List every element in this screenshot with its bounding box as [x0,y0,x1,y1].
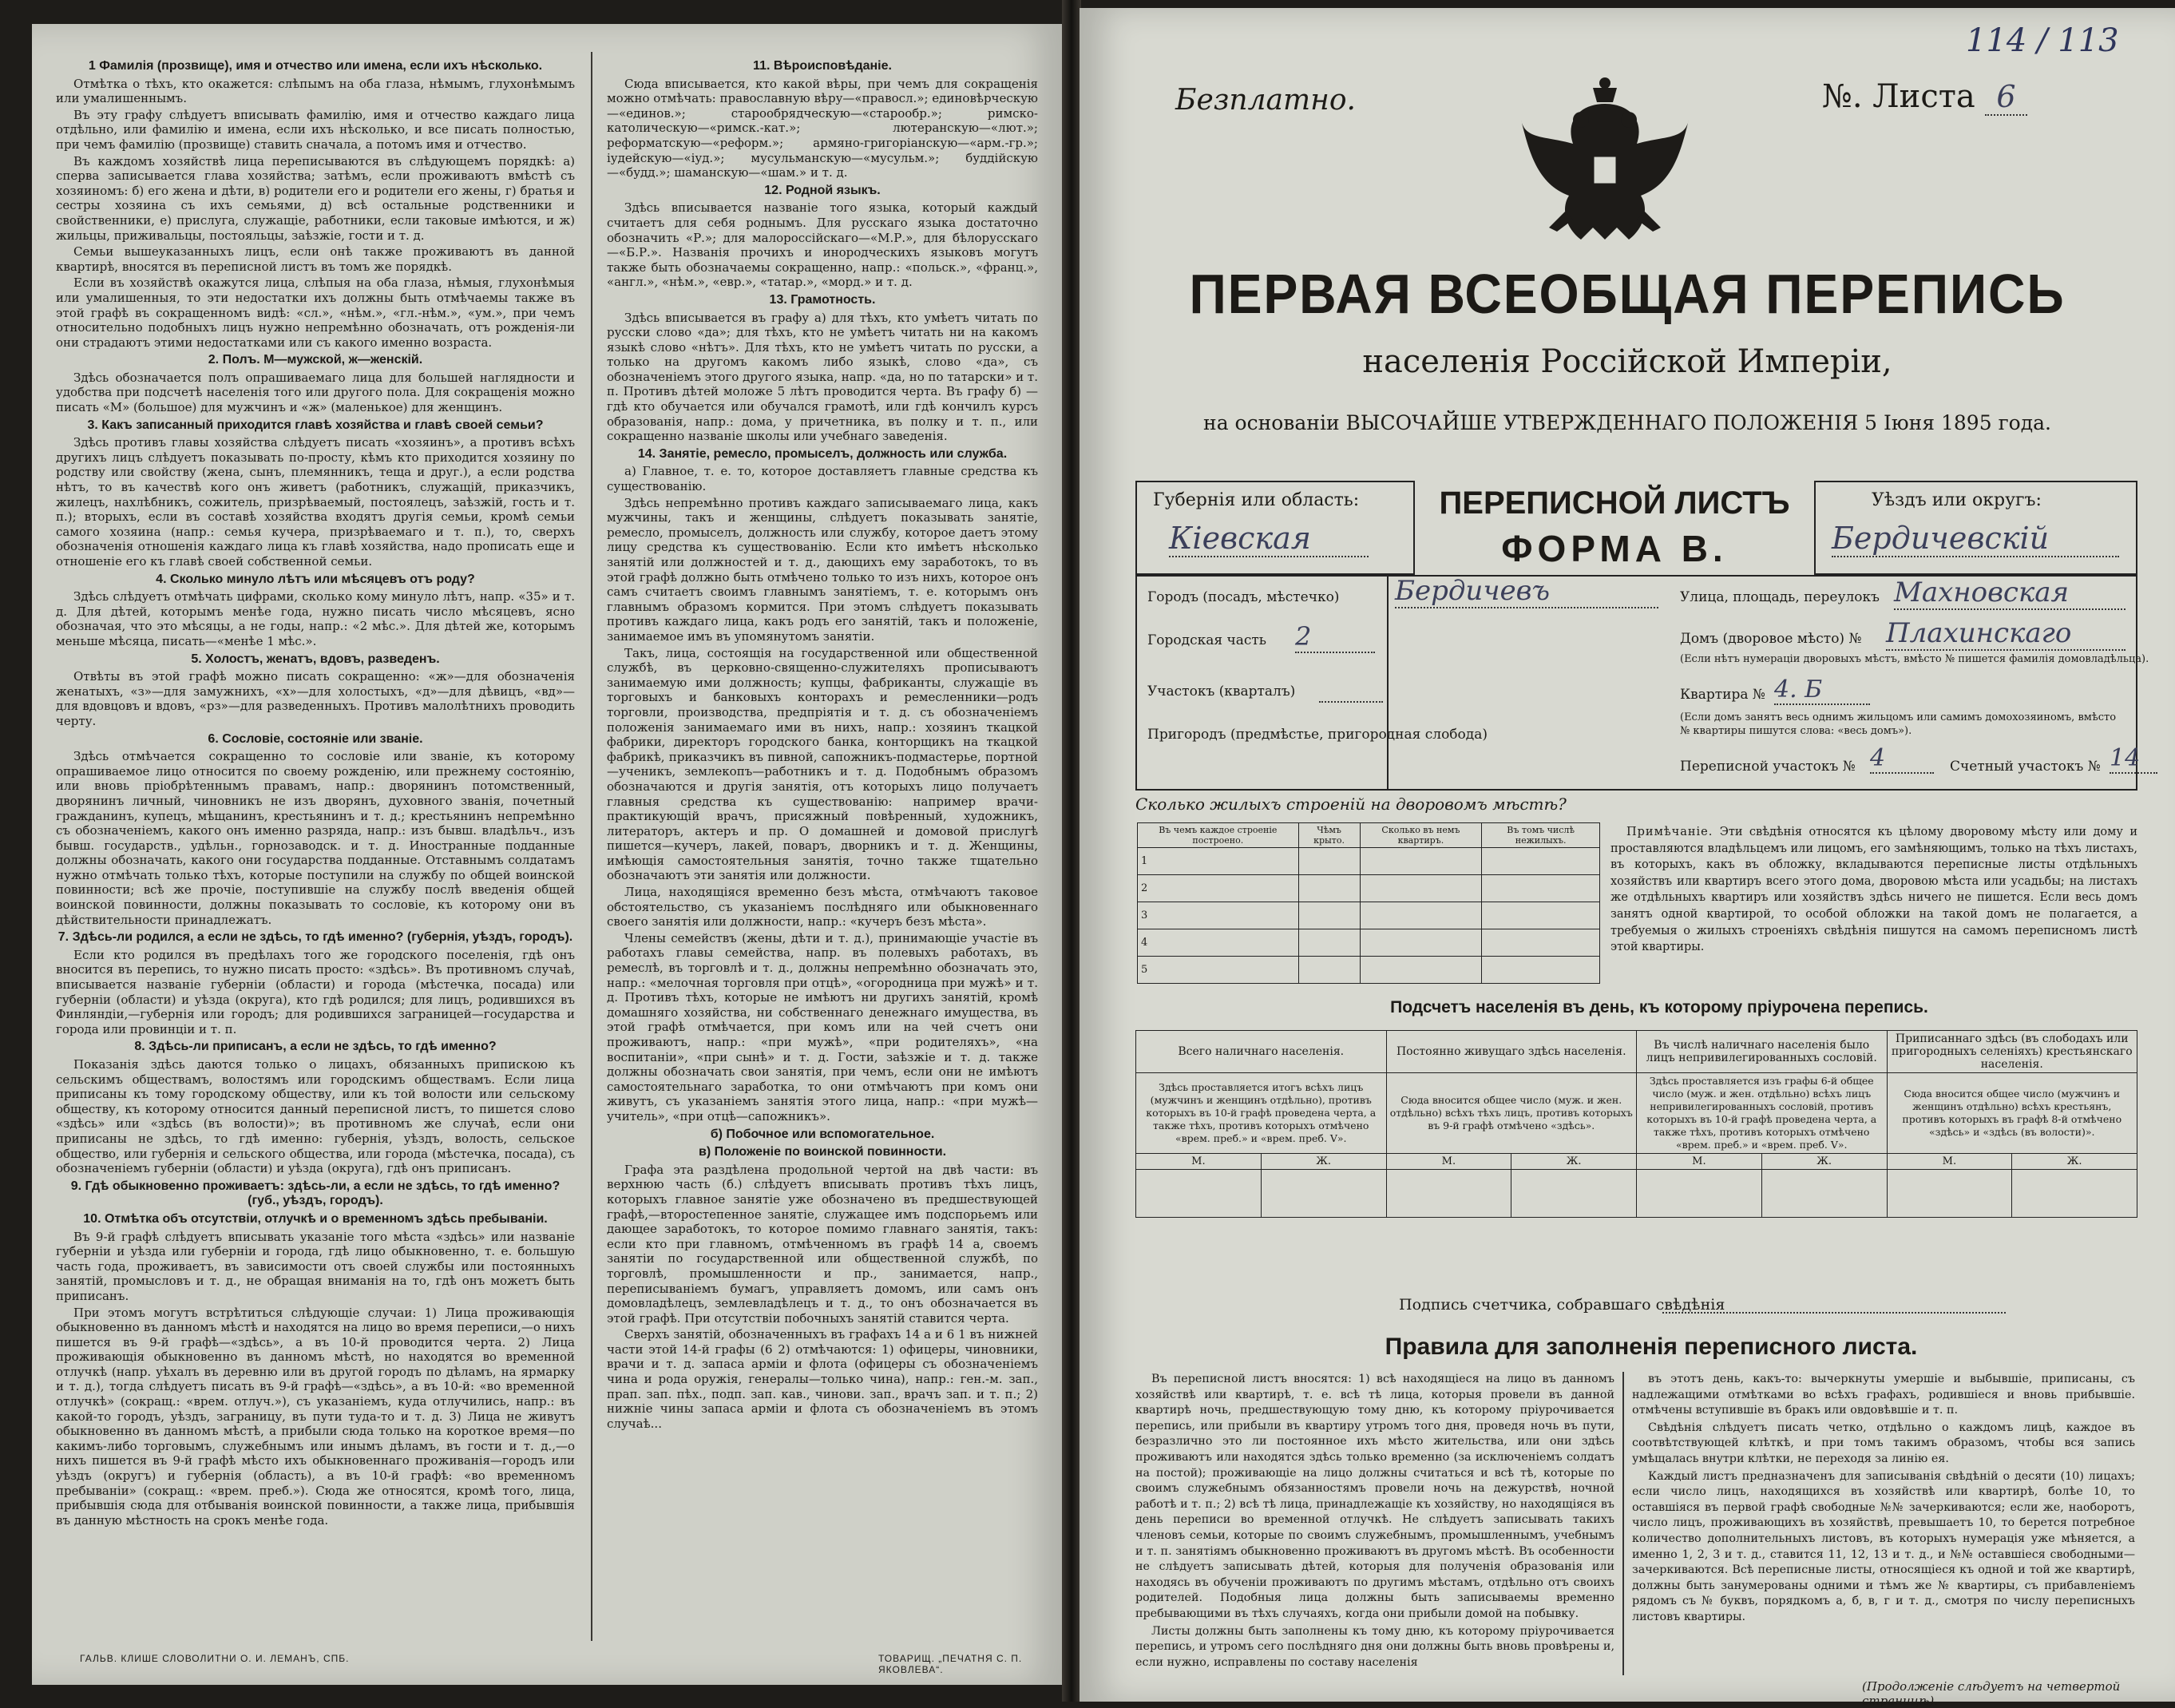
street-value: Махновская [1894,577,2125,610]
tally-title: Подсчетъ населенія въ день, къ которому пріурочена перепись. [1390,998,1928,1016]
buildings-header-cell: Чѣмъ крыто. [1298,823,1360,848]
population-tally-table [1135,1030,2137,1218]
rules-title: Правила для заполненія переписного листа. [1385,1334,1918,1360]
rule-paragraph: Листы должны быть заполнены къ тому дню, къ которому пріурочивается перепись, и утромъ сего послѣдняго дня они должны быть вновь провѣрены и, если нужно, исправлены по составу населенія [1135,1624,1614,1669]
male-column: М. [1637,1154,1762,1170]
apartment-value: 4. Б [1774,676,1870,705]
buildings-header-cell: Сколько въ немъ квартиръ. [1360,823,1482,848]
free-label: Безплатно. [1175,84,1356,117]
paragraph: Здѣсь вписывается названіе того языка, который каждый считаетъ для себя роднымъ. Для русскаго языка достаточно обозначить «Р.»; для малороссійскаго—«М.Р.», для бѣлорусскаго—«Б.Р.». Названія прочихъ и инородческихъ языковъ могутъ также быть обозначаемы сокращенно, напр.: «польск.», «франц.», «англ.», «нѣм.», «евр.», «татар.», «морд.» и т. д. [607,200,1038,290]
rules-column-2 [1632,1372,2135,1683]
paragraph: Члены семействъ (жены, дѣти и т. д.), принимающіе участіе въ работахъ главы семейства, напр. въ полевыхъ работахъ, въ ремеслѣ, въ торговлѣ и т. д., должны непремѣнно обозначать это, напр.: «мелочная торговля при отцѣ», «огородница при мужѣ» и т. д. Противъ тѣхъ, которые не имѣютъ ни другихъ занятій, кромѣ домашняго хозяйства, ни собственнаго денежнаго имущества, въ этой графѣ отмѣчается, при комъ или на чей счетъ они проживаютъ, напр.: «при мужѣ», «при родителяхъ», «на воспитаніи», «при сынѣ» и т. д. Гости, заѣзжіе и т. д. также должны обозначать свои занятія, при чемъ, если они не имѣютъ самостоятельнаго заработка, то они отмѣчаютъ при комъ они живутъ, съ указаніемъ занятія этого лица, напр.: «при мужѣ—учитель», «при отцѣ—сапожникъ». [607,930,1038,1123]
instructions-column-2 [607,56,1038,1621]
buildings-empty-cell [1482,957,1600,984]
buildings-row [1138,902,1600,929]
paragraph: Такъ, лица, состоящія на государственной или общественной службѣ, въ церковно-священно-служителяхъ прописываютъ занимаемую ими должность; купцы, фабриканты, служащіе въ торговыхъ и банковыхъ конторахъ и ремесленники—родъ торговли, производства, предпріятія и т. д. съ обозначеніемъ положенія занимаемаго ими въ нихъ, напр.: хозяинъ ткацкой фабрики, директоръ городского банка, конторщикъ на ткацкой фабрикѣ, приказчикъ въ пивной, сапожникъ-подмастерье, портной—ученикъ, землекопъ—работникъ и т. д. Подобнымъ образомъ обозначаются и другія занятія, отъ которыхъ лицо получаетъ главныя средства къ существованію: например врачи-практикующій врачъ, присяжный повѣренный, художникъ, литераторъ, актеръ и пр. О домашней и домовой прислугѣ пишется—кучеръ, лакей, поваръ, дворникъ и т. д. Женщины, имѣющія самостоятельныя занятія, точно также тщательно обозначаютъ эти занятія или должности. [607,645,1038,883]
book-spine [1062,0,1081,1702]
census-subtitle: населенія Россійской Имперіи, [1362,343,1892,380]
district-label: Уѣздъ или округъ: [1872,490,2042,510]
rule-paragraph: Каждый листъ предназначенъ для записыванія свѣдѣній о десяти (10) лицахъ; если число лицъ, находящихся въ хозяйствѣ или квартирѣ, болѣе 10, то оставшіяся въ первой графѣ свободные №№ зачеркиваются; если же, наоборотъ, число лицъ, проживающихъ въ хозяйствѣ, превышаетъ 10, то берется потребное количество дополнительныхъ листовъ, въ которыхъ нумерація уже мѣняется, а именно 1, 2, 3 и т. д., ставится 11, 12, 13 и т. д., и №№ оставшіеся свободными—зачеркиваются. Всѣ переписные листы, относящіеся къ одной и той же квартирѣ, должны быть занумерованы одними и тѣмъ же № квартиры, съ прибавленіемъ рядомъ съ № буквъ, порядкомъ а, б, в, г и т. д., смотря по числу переписныхъ листовъ квартиры. [1632,1469,2135,1623]
note-title: Примѣчаніе. [1626,826,1713,838]
buildings-row-number: 2 [1138,875,1299,902]
paragraph: Здѣсь отмѣчается сокращенно то сословіе или званіе, къ которому опрашиваемое лицо относится по своему рожденію, или прежнему состоянію, или вновь пріобрѣтеннымъ правамъ, напр.: дворянинъ потомственный, дворянинъ личный, чиновникъ не изъ дворянъ, духовного званія, почетный гражданинъ, купецъ, мѣщанинъ, крестьянинъ и т. д.; крестьянинъ непремѣнно съ обозначеніемъ, какого онъ именно разряда, напр.: изъ бывш. владѣльч., изъ бывш. государств., удѣльн., горнозаводск. и т. д. Иностранные подданные должны обозначать, какого они государства подданные. Отставнымъ солдатамъ нужно отмѣчать только тѣхъ, которые поступили на службу по общей воинской повинности; всѣ же прочіе, поступившіе на службу послѣ введенія общей воинской повинности, должны показывать то сословіе, къ которому они въ дѣйствительности принадлежатъ. [56,749,575,927]
signature-line [1662,1312,2006,1314]
signature-label: Подпись счетчика, собравшаго свѣдѣнія [1399,1296,1725,1314]
buildings-header-cell: Въ чемъ каждое строеніе построено. [1138,823,1299,848]
female-column: Ж. [1511,1154,1637,1170]
paragraph: Отвѣты въ этой графѣ можно писать сокращенно: «ж»—для обозначенія женатыхъ, «з»—для замужнихъ, «х»—для холостыхъ, «д»—для дѣвицъ, «вд»—для вдовцовъ и вдовъ, «рз»—для разведенныхъ. Противъ малолѣтнихъ проводить черту. [56,669,575,728]
continued-note: (Продолженіе слѣдуетъ на четвертой страницѣ). [1862,1679,2121,1708]
right-footer: ТОВАРИЩ. „ПЕЧАТНЯ С. П. ЯКОВЛЕВА“. [878,1653,1023,1675]
tally-male-value [1386,1170,1511,1218]
house-label: Домъ (дворовое мѣсто) № [1680,631,1862,647]
buildings-question: Сколько жилыхъ строеній на дворовомъ мѣстѣ? [1135,795,1567,814]
section-heading: 6. Сословіе, состояніе или званіе. [208,731,423,746]
section-heading: 4. Сколько минуло лѣтъ или мѣсяцевъ отъ роду? [156,572,475,586]
census-title: ПЕРВАЯ ВСЕОБЩАЯ ПЕРЕПИСЬ [1189,263,2066,325]
buildings-empty-cell [1482,875,1600,902]
tally-column-description: Здѣсь проставляется итогъ всѣхъ лицъ (мужчинъ и женщинъ отдѣльно), противъ которыхъ въ 10-й графѣ проведена черта, а также тѣхъ, противъ которыхъ отмѣчено «врем. преб.» и «врем. преб. V». [1136,1073,1387,1154]
census-section-label: Переписной участокъ № [1680,759,1856,775]
rules-divider [1622,1372,1624,1675]
buildings-empty-cell [1298,957,1360,984]
buildings-header-cell: Въ томъ числѣ нежилыхъ. [1482,823,1600,848]
note-block [1610,824,2137,956]
city-label: Городъ (посадъ, мѣстечко) [1147,589,1340,605]
paragraph: При этомъ могутъ встрѣтиться слѣдующіе случаи: 1) Лица проживающія обыкновенно въ данномъ мѣстѣ и находятся на лицо во время переписи,—о нихъ пишется въ 9-й графѣ—«здѣсь», а въ 10-й проводится черта. 2) Лица проживающія обыкновенно въ данномъ мѣстѣ, но находятся во временной отлучкѣ (напр. уѣхалъ въ деревню или въ другой городъ по дѣламъ, на ярмарку и т. д.), тогда слѣдуетъ писать въ 9-й графѣ—«здѣсь», а въ 10-й: «во временной отлучкѣ» (сокращ.: «врем. отлуч.»), съ указаніемъ, куда отлучились, напр.: въ какой-то городъ, уѣздъ, заграницу, въ пути туда-то и т. д. 3) Лица не живутъ обыкновенно въ данномъ мѣстѣ, а прибыли сюда только на короткое время—по какимъ-либо торговымъ, служебнымъ или инымъ дѣламъ, въ гости и т. д.,—о нихъ пишется въ 9-й графѣ мѣсто ихъ обыкновеннаго проживанія—городъ или уѣздъ (округъ) и губернія (область), а въ 10-й графѣ: «во временномъ пребываніи» (сокращ.: «врем. преб.»). Сюда же относятся, кромѣ того, лица, прибывшія сюда для отбыванія воинской повинности, а также лица, прибывшія въ данную мѣстность на срокъ менѣе года. [56,1305,575,1528]
city-part-label: Городская часть [1147,632,1267,648]
house-value: Плахинскаго [1886,617,2125,651]
buildings-row-number: 4 [1138,929,1299,957]
city-value: Бердичевъ [1395,575,1658,608]
buildings-row [1138,875,1600,902]
female-column: Ж. [1761,1154,1887,1170]
archive-page-numbers: 114 / 113 [1966,22,2119,59]
tally-column-header: Приписаннаго здѣсь (въ слободахъ или пригородныхъ селеніяхъ) крестьянскаго населенія. [1887,1031,2137,1073]
buildings-row [1138,957,1600,984]
province-value: Кіевская [1169,521,1369,557]
section-heading: в) Положеніе по воинской повинности. [698,1145,947,1159]
female-column: Ж. [2012,1154,2137,1170]
form-title: ПЕРЕПИСНОЙ ЛИСТЪ [1439,485,1790,521]
buildings-empty-cell [1360,875,1482,902]
paragraph: Показанія здѣсь даются только о лицахъ, обязанныхъ припискою къ сельскимъ обществамъ, волостямъ или городскимъ обществамъ. Если лица приписаны къ тому городскому обществу, или къ той волости или сельскому обществу, къ которому относится данный переписной листъ, то пишется слово «здѣсь» или «здѣсь (въ волости)»; въ противномъ же случаѣ, если они приписаны не здѣсь, то гдѣ именно: губернія, уѣздъ, волость, сельское общество, или губернія и сельского общества, или города (мѣстечка, посада), съ обозначеніемъ губерніи (области) и уѣзда (округа), гдѣ онъ приписанъ. [56,1057,575,1176]
paragraph: Въ 9-й графѣ слѣдуетъ вписывать указаніе того мѣста «здѣсь» или названіе губерніи и уѣзда или губерніи и города, гдѣ лицо обыкновенно, т. е. большую часть года, проживаетъ, въ зависимости отъ своей службы или постоянныхъ занятій, промысловъ и т. д., не обращая вниманія на то, гдѣ онъ можетъ быть приписанъ. [56,1229,575,1303]
section-heading: 7. Здѣсь-ли родился, а если не здѣсь, то гдѣ именно? (губернія, уѣздъ, городъ). [57,930,573,945]
section-heading: 3. Какъ записанный приходится главѣ хозяйства и главѣ своей семьи? [87,418,544,432]
tally-male-value [1136,1170,1262,1218]
house-note: (Если нѣтъ нумераціи дворовыхъ мѣстъ, вмѣсто № пишется фамилія домовладѣльца). [1680,653,2149,665]
paragraph: Семьи вышеуказанныхъ лицъ, если онѣ также проживаютъ въ данной квартирѣ, вносятся въ переписной листъ въ томъ же порядкѣ. [56,244,575,274]
paragraph: Здѣсь непремѣнно противъ каждаго записываемаго лица, какъ мужчины, такъ и женщины, слѣдуетъ показывать занятіе, ремесло, промыселъ, должность или службу, которое даетъ этому лицу средства къ существованію. Если кто имѣетъ нѣсколько занятій или должностей и т. д., дающихъ ему заработокъ, то въ этой графѣ должно быть отмѣчено только то изъ нихъ, которое онъ самъ считаетъ своимъ главнымъ занятіемъ, т. е. которымъ онъ главнымъ образомъ кормится. При этомъ слѣдуетъ показывать противъ каждаго лица, какъ родъ его занятій, такъ и положеніе, занимаемое имъ въ упомянутомъ занятіи. [607,495,1038,644]
section-heading: 11. Вѣроисповѣданіе. [753,59,892,73]
tally-column-description: Сюда вносится общее число (муж. и жен. отдѣльно) всѣхъ тѣхъ лицъ, противъ которыхъ въ 9-й графѣ отмѣчено «здѣсь». [1386,1073,1637,1154]
tally-female-value [1261,1170,1386,1218]
sheet-number-text: №. Листа [1822,78,1975,115]
section-heading: 10. Отмѣтка объ отсутствіи, отлучкѣ и о временномъ здѣсь пребываніи. [83,1211,548,1226]
buildings-empty-cell [1360,929,1482,957]
street-label: Улица, площадь, переулокъ [1680,589,1880,605]
tally-male-value [1637,1170,1762,1218]
decree-basis: на основаніи ВЫСОЧАЙШЕ УТВЕРЖДЕННАГО ПОЛОЖЕНІЯ 5 Іюня 1895 года. [1203,411,2051,434]
paragraph: а) Главное, т. е. то, которое доставляетъ главные средства къ существованію. [607,464,1038,494]
instructions-column-1 [56,56,575,1621]
buildings-empty-cell [1482,929,1600,957]
paragraph: Если въ хозяйствѣ окажутся лица, слѣпыя на оба глаза, нѣмыя, глухонѣмыя или умалишенныя, то эти недостатки ихъ должны быть отмѣчаемы также въ этой графѣ въ сокращенномъ видѣ: «сл.», «нѣм.», «гл.-нѣм.», «ум.», при чемъ относительно подобныхъ лицъ нужно непремѣнно обозначать, отъ рожденія-ли они страдаютъ этими недостатками или съ какого именно возраста. [56,275,575,350]
rules-column-1 [1135,1372,1614,1683]
district-value: Бердичевскій [1832,521,2119,557]
apartment-note: (Если домъ занятъ весь однимъ жильцомъ или самимъ домохозяиномъ, вмѣсто № квартиры пишутся слова: «весь домъ»). [1680,711,2117,737]
paragraph: Въ эту графу слѣдуетъ вписывать фамилію, имя и отчество каждаго лица отдѣльно, или фамилію и имена, если ихъ нѣсколько, и все писать полностью, при чемъ фамилію (прозвище) ставить сначала, а потомъ имя и отчество. [56,107,575,152]
section-heading: 2. Полъ. М—мужской, ж—женскій. [208,353,423,367]
count-section-label: Счетный участокъ № [1950,759,2101,775]
imperial-eagle-emblem [1517,72,1693,248]
paragraph: Въ каждомъ хозяйствѣ лица переписываются въ слѣдующемъ порядкѣ: а) сперва записывается глава хозяйства; затѣмъ, если проживаютъ вмѣстѣ съ хозяиномъ: б) его жена и дѣти, в) родители его и родители его жены, г) братья и сестры хозяина съ ихъ семьями, д) всѣ остальные родственники и свойственники, е) прислуга, служащіе, работники, если таковые имѣются, и ж) жильцы, приживальцы, постояльцы, заѣзжіе, гости и т. д. [56,153,575,243]
address-divider [1387,575,1389,791]
paragraph: Здѣсь слѣдуетъ отмѣчать цифрами, сколько кому минуло лѣтъ, напр. «35» и т. д. Для дѣтей, которымъ менѣе года, нужно писать число мѣсяцевъ, ясно обозначая, что это мѣсяцы, а не годы, напр.: «2 мѣс.». Для дѣтей же, которымъ меньше мѣсяца, писать—«менѣе 1 мѣс.». [56,589,575,648]
buildings-row-number: 5 [1138,957,1299,984]
section-label: Участокъ (кварталъ) [1147,684,1296,699]
paragraph: Лица, находящіяся временно безъ мѣста, отмѣчаютъ таковое обстоятельство, съ указаніемъ послѣдняго или обыкновеннаго своего занятія или должности, напр.: «кучеръ безъ мѣста». [607,885,1038,929]
census-section-value: 4 [1870,744,1934,774]
form-subtitle: ФОРМА В. [1501,528,1728,569]
rule-paragraph: въ этотъ день, какъ-то: вычеркнуты умершіе и выбывшіе, приписаны, съ надлежащими отмѣтками во всѣхъ графахъ, родившіеся и вновь прибывшіе. отмѣчены вступившіе въ бракъ или овдовѣвшіе и т. п. [1632,1373,2135,1417]
left-footer: ГАЛЬВ. КЛИШЕ СЛОВОЛИТНИ О. И. ЛЕМАНЪ, СПБ. [80,1653,350,1664]
male-column: М. [1887,1154,2012,1170]
tally-column-header: Постоянно живущаго здѣсь населенія. [1386,1031,1637,1073]
female-column: Ж. [1261,1154,1386,1170]
tally-female-value [2012,1170,2137,1218]
section-heading: 8. Здѣсь-ли приписанъ, а если не здѣсь, то гдѣ именно? [134,1040,497,1054]
district-box [1814,481,2137,575]
paragraph: Отмѣтка о тѣхъ, кто окажется: слѣпымъ на оба глаза, нѣмымъ, глухонѣмымъ или умалишеннымъ. [56,76,575,106]
tally-column-header: Всего наличнаго населенія. [1136,1031,1387,1073]
tally-column-description: Сюда вносится общее число (мужчинъ и женщинъ отдѣльно) всѣхъ крестьянъ, противъ которыхъ въ графѣ 8-й отмѣчено «здѣсь» и «здѣсь (въ волости)». [1887,1073,2137,1154]
paragraph: Сюда вписывается, кто какой вѣры, при чемъ для сокращенія можно отмѣчать: православную вѣру—«правосл.»; единовѣрческую—«единов.»; старообрядческую—«старообр.»; римско-католическую—«римск.-кат.»; лютеранскую—«лют.»; реформатскую—«реформ.»; армяно-григоріанскую—«арм.-гр.»; іудейскую—«іуд.»; мусульманскую—«мусульм.»; буддійскую—«будд.»; шаманскую—«шам.» и т. д. [607,76,1038,180]
left-page [32,24,1062,1685]
tally-column-header: Въ числѣ наличнаго населенія было лицъ непривилегированныхъ сословій. [1637,1031,1888,1073]
buildings-empty-cell [1360,902,1482,929]
paragraph: Если кто родился въ предѣлахъ того же городского поселенія, гдѣ онъ вносится въ перепись, то нужно писать просто: «здѣсь». Въ противномъ случаѣ, вписывается названіе губерніи (области) и города (мѣстечка, посада) или губерніи (области) и уѣзда (округа), кто гдѣ родился; для лицъ, родившихся въ Финляндіи,—губернія или городъ; для родившихся заграницей—государства и города или провинціи и т. п. [56,947,575,1036]
province-label: Губернія или область: [1153,490,1360,510]
right-page [1080,8,2175,1708]
buildings-empty-cell [1298,929,1360,957]
buildings-empty-cell [1360,957,1482,984]
city-part-value: 2 [1295,621,1375,653]
buildings-empty-cell [1298,848,1360,875]
buildings-row-number: 1 [1138,848,1299,875]
suburb-label: Пригородъ (предмѣстье, пригородная слобода) [1147,727,1488,743]
paragraph: Здѣсь противъ главы хозяйства слѣдуетъ писать «хозяинъ», а противъ всѣхъ другихъ лицъ слѣдуетъ показывать по-просту, кѣмъ кто приходится хозяину по родству или свойству (жена, сынъ, племянникъ, теща и друг.), а если родства нѣтъ, то въ качествѣ кого онъ живетъ (работникъ, служащій, приказчикъ, жилецъ, нахлѣбникъ, сожитель, призрѣваемый, постоялецъ, заѣзжій, гость и т. п.); вторыхъ, если въ составѣ хозяйства входятъ другія семьи, кромѣ семьи самого хозяина (напр.: семья кучера, призрѣваемаго и т. п.), то, сверхъ обозначенія отношенія каждаго лица къ главѣ хозяйства, надо прописать еще и отношеніе его къ главѣ своей собственной семьи. [56,435,575,569]
section-heading: 13. Грамотность. [769,292,876,307]
buildings-empty-cell [1482,902,1600,929]
rule-paragraph: Въ переписной листъ вносятся: 1) всѣ находящіеся на лицо въ данномъ хозяйствѣ или квартирѣ, т. е. всѣ тѣ лица, которыя провели въ данной квартирѣ ночь, предшествующую тому дню, къ которому пріурочивается перепись, или прибыли въ квартиру утромъ того дня, проведя ночь въ пути, безразлично это ли постоянное ихъ мѣсто жительства, или они здѣсь проживаютъ или находятся здѣсь только временно (за исключеніемъ солдатъ на постой); проживающіе на лицо должны считаться и всѣ тѣ, которые по своимъ служебнымъ обязанностямъ провели ночь на дежурствѣ, ночной работѣ и т. п.; 2) всѣ тѣ лица, принадлежащіе къ хозяйству, но находящіяся въ день переписи во временной отлучкѣ. Не слѣдуетъ записывать такихъ членовъ семьи, которые по своимъ служебнымъ, промышленнымъ, учебнымъ и т. п. занятіямъ обыкновенно проживаютъ въ другомъ мѣстѣ. Въ особенности не слѣдуетъ записывать дѣтей, которыя для полученія образованія или находясь въ обученіи проживаютъ по другимъ мѣстамъ, отдѣльно отъ своихъ родителей. Подобныя лица должны быть записываемы временно пребывающими въ тѣхъ случаяхъ, когда они прибыли домой на побывку. [1135,1373,1614,1620]
section-heading: 5. Холостъ, женатъ, вдовъ, разведенъ. [191,652,440,666]
sheet-number-value: 6 [1985,79,2026,116]
section-heading: 14. Занятіе, ремесло, промыселъ, должность или служба. [637,446,1008,461]
buildings-empty-cell [1298,902,1360,929]
tally-female-value [1511,1170,1637,1218]
section-line [1319,701,1383,703]
province-box [1135,481,1415,575]
paragraph: Сверхъ занятій, обозначенныхъ въ графахъ 14 а и 6 1 въ нижней части этой 14-й графы (6 2) отмѣчаются: 1) офицеры, чиновники, врачи и т. д. запаса арміи и флота (офицеры съ обозначеніемъ чина и рода оружія, генералы—только чина), напр.: ген.-м. зап., прап. зап. пѣх., подп. зап. кав., чинови. зап., врачъ зап. и т. п.; 2) нижніе чины запаса арміи и флота съ обозначеніемъ въ этомъ случаѣ... [607,1327,1038,1431]
buildings-row-number: 3 [1138,902,1299,929]
section-heading: 9. Гдѣ обыкновенно проживаетъ: здѣсь-ли, а если не здѣсь, то гдѣ именно? (губ., уѣздъ, городъ). [70,1179,561,1208]
section-heading: б) Побочное или вспомогательное. [710,1127,935,1141]
tally-column-description: Здѣсь проставляется изъ графы 6-й общее число (муж. и жен. отдѣльно) всѣхъ лицъ непривилегированныхъ сословій, противъ которыхъ въ 10-й графѣ проведена черта, а также тѣхъ, противъ которыхъ отмѣчено «врем. преб.» и «врем. преб. V». [1637,1073,1888,1154]
section-heading: 12. Родной языкъ. [764,183,881,197]
tally-female-value [1761,1170,1887,1218]
male-column: М. [1136,1154,1262,1170]
paragraph: Здѣсь обозначается полъ опрашиваемаго лица для большей наглядности и удобства при подсчетѣ населенія того или другого пола. Для сокращенія можно писать «М» (большое) для мужчинъ и «ж» (маленькое) для женщинъ. [56,370,575,415]
paragraph: Здѣсь вписывается въ графу а) для тѣхъ, кто умѣетъ читать по русски слово «да»; для тѣхъ, кто не умѣетъ читать ни на какомъ языкѣ слово «нѣтъ». Для тѣхъ, кто не умѣетъ читать по русски, а только на другомъ какомъ либо языкѣ, слово «да», съ обозначеніемъ этого другого языка, напр. «да, но по татарски» и т. п. Противъ дѣтей моложе 5 лѣтъ проводится черта. Въ графу б) — гдѣ кто обучается или обучался грамотѣ, или гдѣ кончилъ курсъ образованія, напр.: дома, у причетника, въ полку и т. п., или сокращенно названіе школы или учебнаго заведенія. [607,310,1038,444]
section-heading: 1 Фамилія (прозвище), имя и отчество или имена, если ихъ нѣсколько. [88,59,543,73]
count-section-value: 14 [2110,744,2157,774]
paragraph: Графа эта раздѣлена продольной чертой на двѣ части: въ верхнюю часть (б.) слѣдуетъ вписывать противъ тѣхъ лицъ, которыхъ главное занятіе уже обозначено въ предшествующей графѣ,—второстепенное занятіе, служащее имъ подспорьемъ или дающее заработокъ, то которое помимо главнаго занятія, такъ: если кто при главномъ, отмѣченномъ въ графѣ 14 а, своемъ занятіи по государственной или общественной службѣ, по торговлѣ, промышленности и пр., занимается, напр., переписываніемъ бумагъ, управляетъ домомъ, или самъ онъ домовладѣлецъ, землевладѣлецъ и т. д., то онъ обозначается въ этой графѣ. При отсутствіи побочныхъ занятій ставится черта. [607,1162,1038,1326]
buildings-empty-cell [1482,848,1600,875]
apartment-label: Квартира № [1680,687,1765,703]
sheet-number-label [1822,78,2027,115]
buildings-table [1137,822,1600,984]
column-divider [591,52,592,1641]
male-column: М. [1386,1154,1511,1170]
buildings-empty-cell [1298,875,1360,902]
buildings-empty-cell [1360,848,1482,875]
rule-paragraph: Свѣдѣнія слѣдуетъ писать четко, отдѣльно о каждомъ лицѣ, каждое въ соотвѣтствующей клѣткѣ, и при томъ такимъ образомъ, чтобы вся запись умѣщалась внутри клѣтки, не переходя за линію ея. [1632,1421,2135,1465]
buildings-row [1138,848,1600,875]
buildings-row [1138,929,1600,957]
note-text: Эти свѣдѣнія относятся къ цѣлому дворовому мѣсту или дому и проставляются владѣльцемъ или лицомъ, его замѣняющимъ, только на тѣхъ листахъ, въ которыхъ, какъ въ обложку, вкладываются переписные листы отдѣльныхъ хозяйствъ или квартиръ всего этого дома, дворовою мѣста или усадьбы; на листахъ же отдѣльныхъ квартиръ или хозяйствъ здѣсь ничего не пишется. Если весь домъ занятъ одной квартирой, то особой обложки на такой домъ не полагается, а требуемыя о жилыхъ строеніяхъ свѣдѣнія пишутся на самомъ переписномъ листѣ этой квартиры. [1610,826,2137,954]
tally-male-value [1887,1170,2012,1218]
